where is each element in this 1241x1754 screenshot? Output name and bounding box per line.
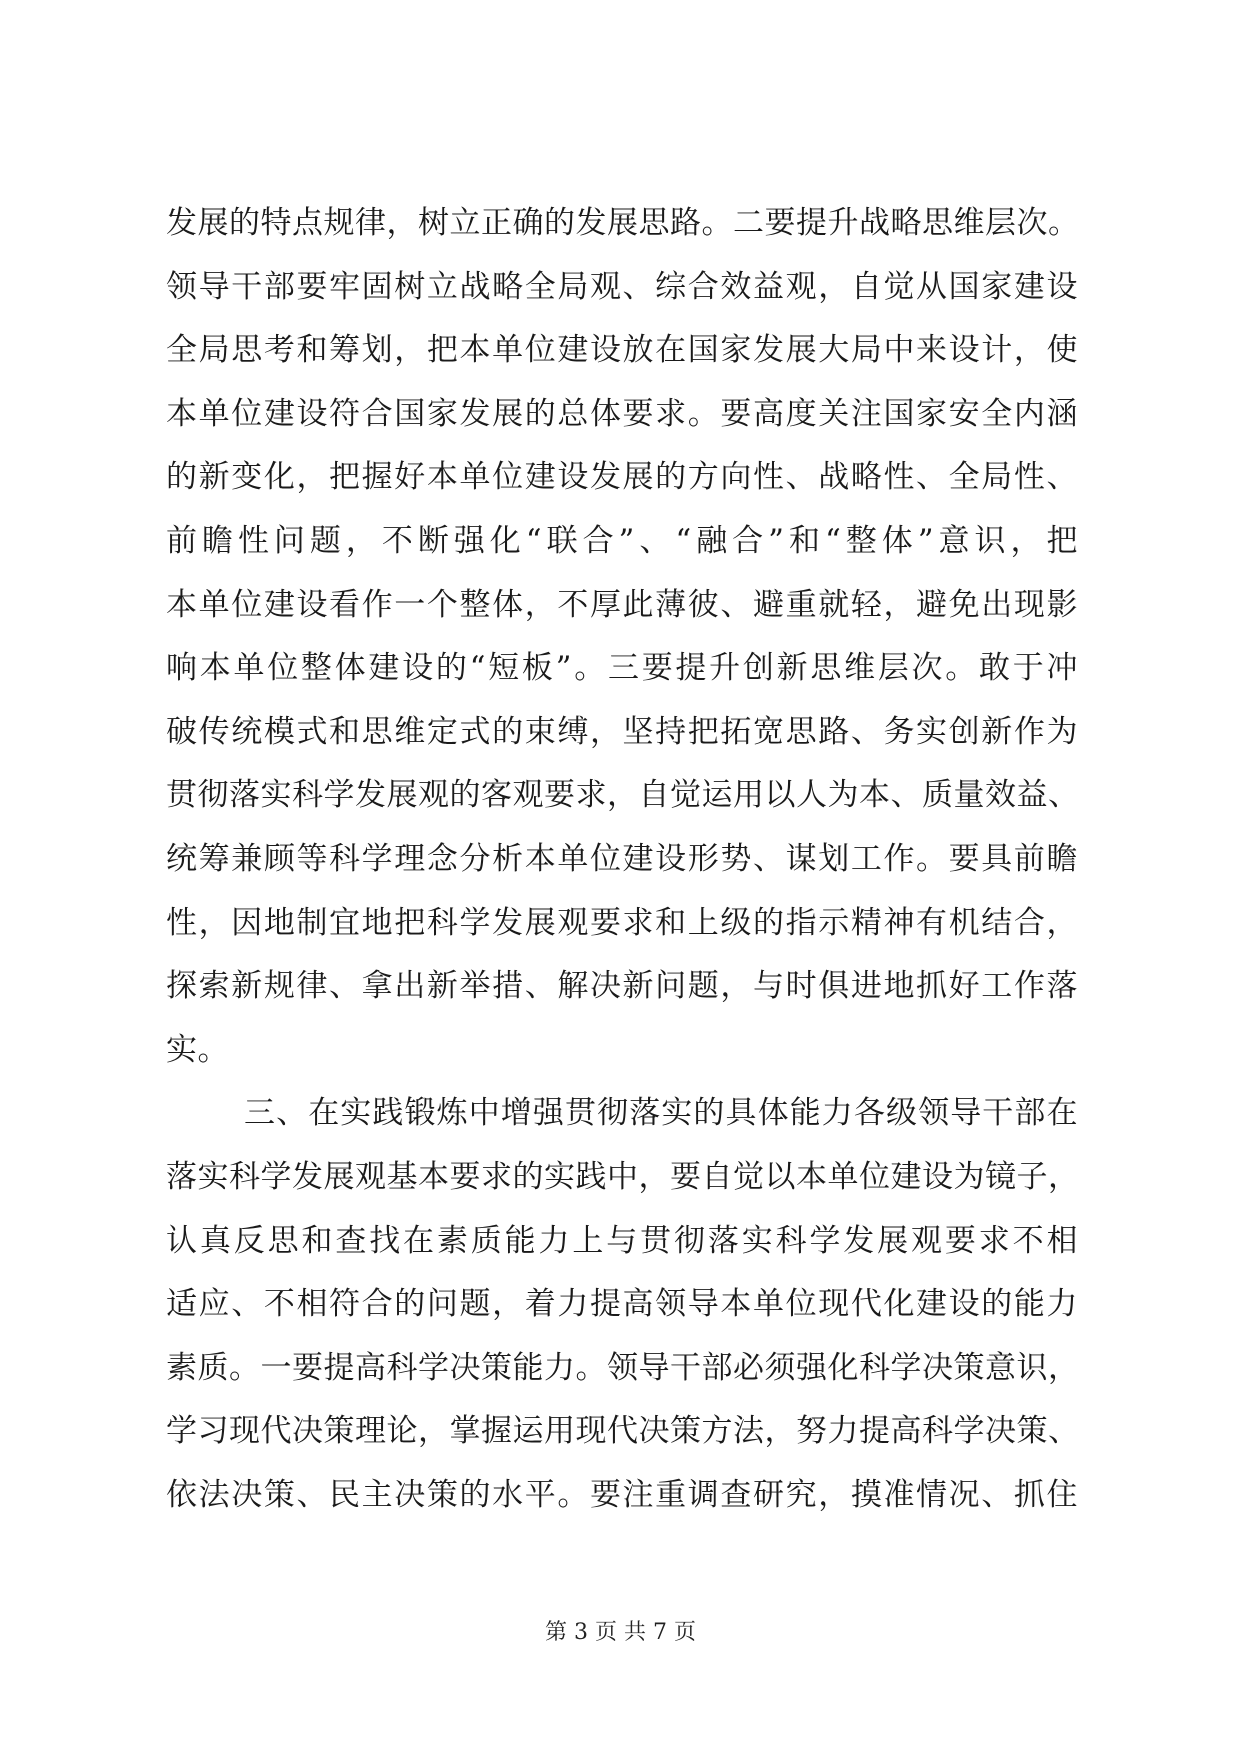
text-line: 依法决策、民主决策的水平。要注重调查研究，摸准情况、抓住 (166, 1476, 1078, 1513)
text-line: 前瞻性问题，不断强化“联合”、“融合”和“整体”意识，把 (166, 522, 1078, 559)
text-line: 落实科学发展观基本要求的实践中，要自觉以本单位建设为镜子， (166, 1158, 1080, 1195)
text-line: 发展的特点规律，树立正确的发展思路。二要提升战略思维层次。 (166, 205, 1080, 241)
text-line: 实。 (166, 1031, 229, 1068)
page-number-footer: 第 3 页 共 7 页 (545, 1620, 696, 1645)
text-line: 贯彻落实科学发展观的客观要求，自觉运用以人为本、质量效益、 (166, 777, 1080, 814)
text-line: 统筹兼顾等科学理念分析本单位建设形势、谋划工作。要具前瞻 (166, 840, 1078, 877)
text-line: 学习现代决策理论，掌握运用现代决策方法，努力提高科学决策、 (166, 1413, 1080, 1450)
text-line: 本单位建设符合国家发展的总体要求。要高度关注国家安全内涵 (166, 395, 1078, 432)
text-line: 认真反思和查找在素质能力上与贯彻落实科学发展观要求不相 (166, 1222, 1078, 1259)
body-text (166, 192, 1078, 1527)
text-line: 领导干部要牢固树立战略全局观、综合效益观，自觉从国家建设 (166, 268, 1078, 305)
text-line: 性，因地制宜地把科学发展观要求和上级的指示精神有机结合， (166, 904, 1078, 941)
text-line: 响本单位整体建设的“短板”。三要提升创新思维层次。敢于冲 (166, 650, 1078, 687)
text-line: 素质。一要提高科学决策能力。领导干部必须强化科学决策意识， (166, 1349, 1080, 1386)
text-line: 本单位建设看作一个整体，不厚此薄彼、避重就轻，避免出现影 (166, 586, 1078, 623)
section-heading-line: 三、在实践锻炼中增强贯彻落实的具体能力各级领导干部在 (244, 1095, 1078, 1132)
text-line: 探索新规律、拿出新举措、解决新问题，与时俱进地抓好工作落 (166, 968, 1078, 1005)
text-line: 破传统模式和思维定式的束缚，坚持把拓宽思路、务实创新作为 (166, 713, 1078, 750)
text-line: 适应、不相符合的问题，着力提高领导本单位现代化建设的能力 (166, 1286, 1078, 1323)
text-line: 的新变化，把握好本单位建设发展的方向性、战略性、全局性、 (166, 459, 1078, 496)
text-line: 全局思考和筹划，把本单位建设放在国家发展大局中来设计，使 (166, 332, 1078, 369)
